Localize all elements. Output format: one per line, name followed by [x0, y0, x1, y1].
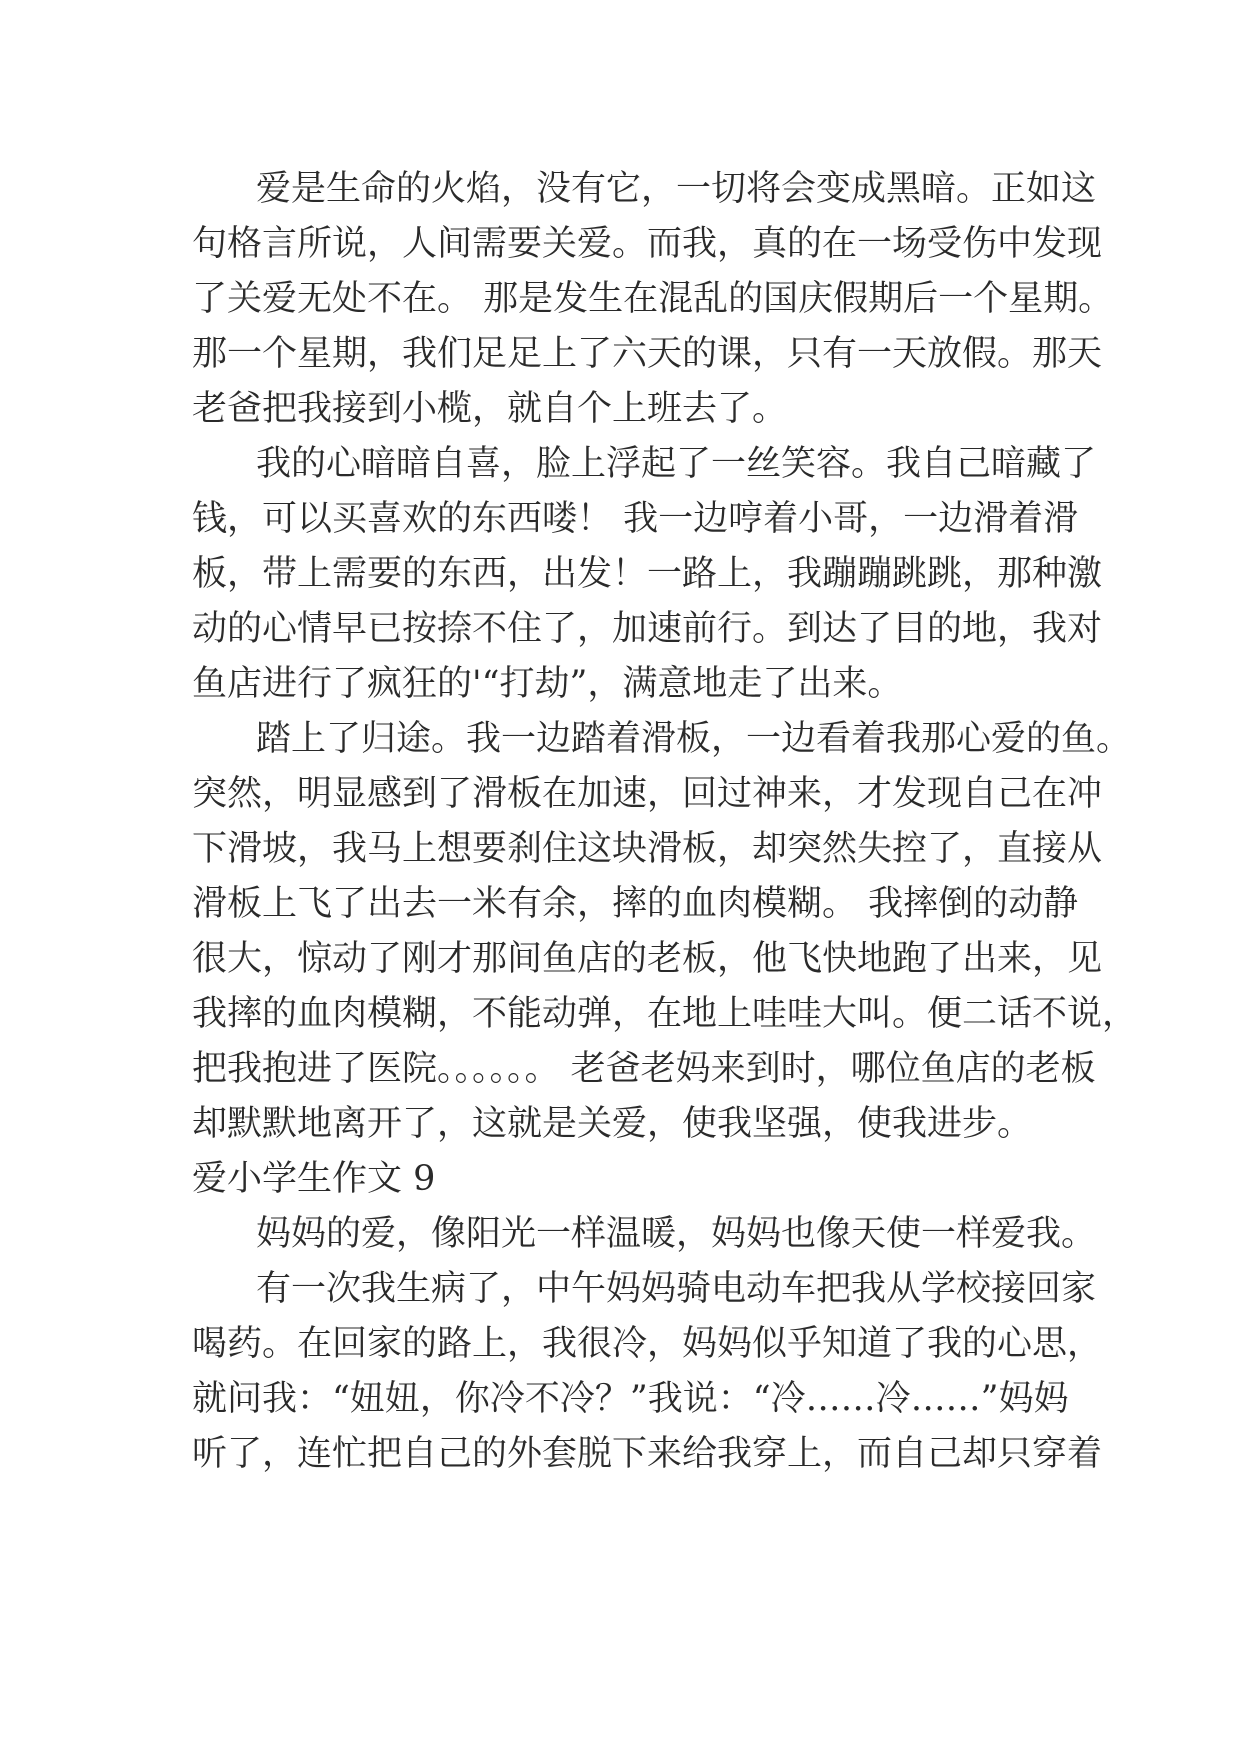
paragraph-line: 爱是生命的火焰，没有它，一切将会变成黑暗。正如这: [256, 169, 1097, 209]
paragraph-line: 句格言所说，人间需要关爱。而我，真的在一场受伤中发现: [192, 224, 1103, 264]
paragraph-line: 就问我：“妞妞，你冷不冷？”我说：“冷……冷……”妈妈: [192, 1379, 1069, 1419]
paragraph-line: 鱼店进行了疯狂的'“打劫”，满意地走了出来。: [192, 664, 903, 704]
paragraph-line: 有一次我生病了，中午妈妈骑电动车把我从学校接回家: [256, 1269, 1097, 1309]
paragraph-line: 把我抱进了医院。。。。。。 老爸老妈来到时，哪位鱼店的老板: [192, 1049, 1096, 1089]
paragraph-line: 却默默地离开了，这就是关爱，使我坚强，使我进步。: [192, 1104, 1033, 1144]
paragraph-line: 很大，惊动了刚才那间鱼店的老板，他飞快地跑了出来，见: [192, 939, 1103, 979]
paragraph-line: 那一个星期，我们足足上了六天的课，只有一天放假。那天: [192, 334, 1103, 374]
paragraph-line: 板，带上需要的东西，出发！一路上，我蹦蹦跳跳，那种激: [192, 554, 1103, 594]
paragraph-line: 老爸把我接到小榄，就自个上班去了。: [192, 389, 788, 429]
paragraph-line: 听了，连忙把自己的外套脱下来给我穿上，而自己却只穿着: [192, 1434, 1103, 1474]
paragraph-line: 了关爱无处不在。 那是发生在混乱的国庆假期后一个星期。: [192, 279, 1114, 319]
paragraph-line: 突然，明显感到了滑板在加速，回过神来，才发现自己在冲: [192, 774, 1103, 814]
paragraph-line: 我摔的血肉模糊，不能动弹，在地上哇哇大叫。便二话不说，: [192, 994, 1138, 1034]
paragraph-line: 动的心情早已按捺不住了，加速前行。到达了目的地，我对: [192, 609, 1103, 649]
paragraph-line: 钱，可以买喜欢的东西喽！ 我一边哼着小哥，一边滑着滑: [192, 499, 1079, 539]
paragraph-line: 滑板上飞了出去一米有余，摔的血肉模糊。 我摔倒的动静: [192, 884, 1079, 924]
paragraph-line: 我的心暗暗自喜，脸上浮起了一丝笑容。我自己暗藏了: [256, 444, 1097, 484]
section-heading: 爱小学生作文 9: [192, 1159, 436, 1199]
paragraph-line: 下滑坡，我马上想要刹住这块滑板，却突然失控了，直接从: [192, 829, 1103, 869]
paragraph-line: 喝药。在回家的路上，我很冷，妈妈似乎知道了我的心思，: [192, 1324, 1103, 1364]
paragraph-line: 踏上了归途。我一边踏着滑板，一边看着我那心爱的鱼。: [256, 719, 1132, 759]
paragraph-line: 妈妈的爱，像阳光一样温暖，妈妈也像天使一样爱我。: [256, 1214, 1097, 1254]
